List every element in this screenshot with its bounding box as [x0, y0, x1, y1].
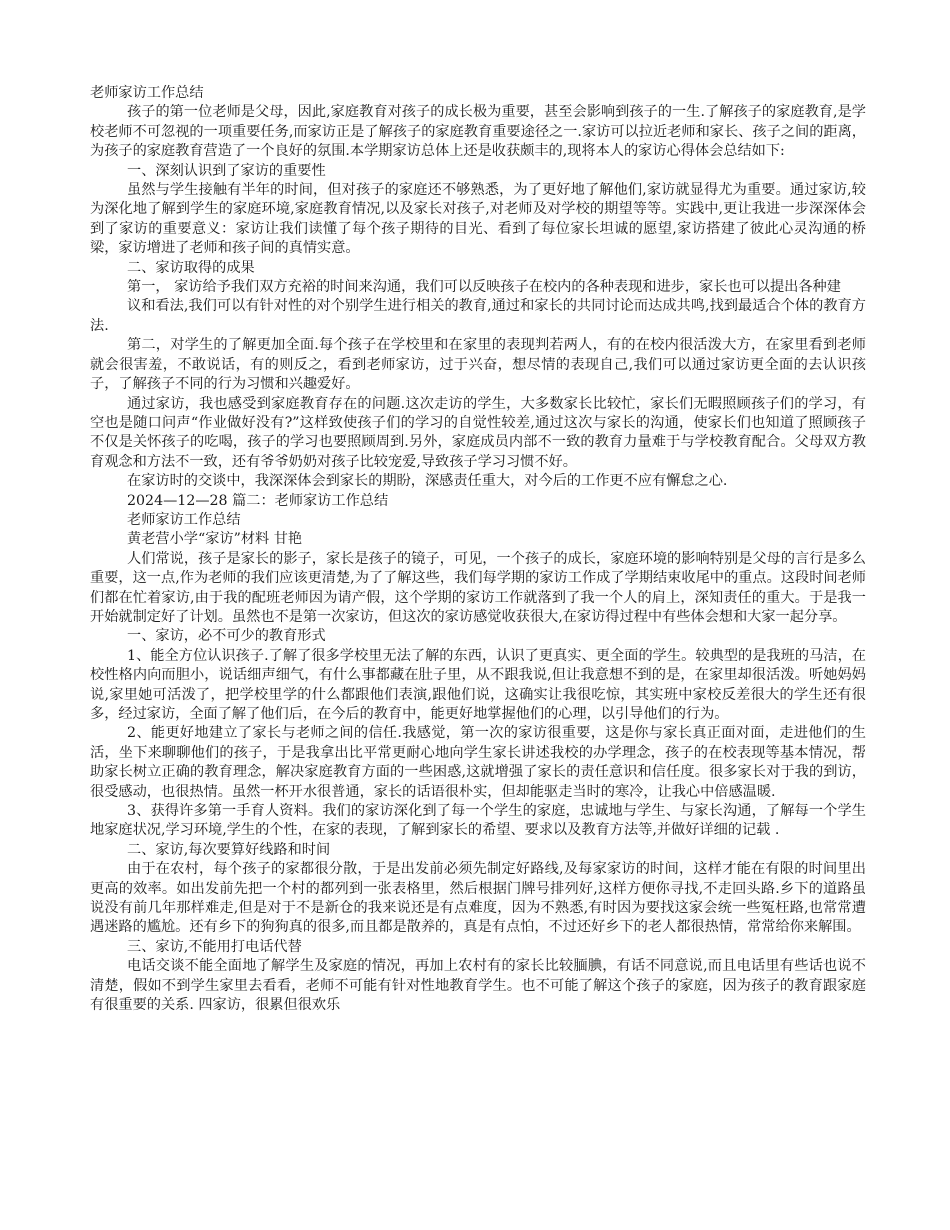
- paragraph: 通过家访，我也感受到家庭教育存在的问题.这次走访的学生，大多数家长比较忙，家长们无暇照顾孩子们的学习，有空也是随口问声“作业做好没有?”这样致使孩子们的学习的自觉性较差,通过这次与家长的沟通，使家长们也知道了照顾孩子不仅是关怀孩子的吃喝，孩子的学习也要照顾周到.另外，家庭成员内部不一致的教育力量难于与学校教育配合。父母双方教育观念和方法不一致，还有爷爷奶奶对孩子比较宠爱,导致孩子学习习惯不好。: [90, 395, 866, 470]
- subtitle: 老师家访工作总结: [127, 511, 241, 528]
- section-heading: 一、家访，必不可少的教育形式: [127, 628, 326, 645]
- paragraph: 孩子的第一位老师是父母，因此,家庭教育对孩子的成长极为重要，甚至会影响到孩子的一生.了解孩子的家庭教育,是学校老师不可忽视的一项重要任务,而家访正是了解孩子的家庭教育重要途径之一.家访可以拉近老师和家长、孩子之间的距离，为孩子的家庭教育营造了一个良好的氛围.本学期家访总体上还是收获颇丰的,现将本人的家访心得体会总结如下:: [90, 104, 866, 160]
- author-line: 黄老营小学“家访”材料 甘艳: [127, 531, 303, 548]
- paragraph: 人们常说，孩子是家长的影子，家长是孩子的镜子，可见，一个孩子的成长，家庭环境的影响特别是父母的言行是多么重要，这一点,作为老师的我们应该更清楚,为了了解这些，我们每学期的家访工作成了学期结束收尾中的重点。这段时间老师们都在忙着家访,由于我的配班老师因为请产假，这个学期的家访工作就落到了我一个人的肩上，深知责任的重大。于是我一开始就制定好了计划。虽然也不是第一次家访，但这次的家访感觉收获很大,在家访得过程中有些体会想和大家一起分享。: [90, 550, 866, 625]
- paragraph: 2、能更好地建立了家长与老师之间的信任.我感觉，第一次的家访很重要，这是你与家长真正面对面，走进他们的生活，坐下来聊聊他们的孩子，于是我拿出比平常更耐心地向学生家长讲述我校的办学理念，孩子的在校表现等基本情况，帮助家长树立正确的教育理念，解决家庭教育方面的一些困惑,这就增强了家长的责任意识和信任度。很多家长对于我的到访，很受感动，也很热情。虽然一杯开水很普通，家长的话语很朴实，但却能驱走当时的寒冷，让我心中倍感温暖.: [90, 725, 866, 800]
- paragraph: 议和看法,我们可以有针对性的对个别学生进行相关的教育,通过和家长的共同讨论而达成共鸣,找到最适合个体的教育方法.: [90, 298, 866, 334]
- paragraph: 虽然与学生接触有半年的时间，但对孩子的家庭还不够熟悉，为了更好地了解他们,家访就显得尤为重要。通过家访,较为深化地了解到学生的家庭环境,家庭教育情况,以及家长对孩子,对老师及对学校的期望等等。实践中,更让我进一步深深体会到了家访的重要意义：家访让我们读懂了每个孩子期待的目光、看到了每位家长坦诚的愿望,家访搭建了彼此心灵沟通的桥梁，家访增进了老师和孩子间的真情实意。: [90, 182, 866, 257]
- section-heading: 二、家访,每次要算好线路和时间: [127, 841, 331, 858]
- section-heading: 一、深刻认识到了家访的重要性: [127, 162, 326, 179]
- section-heading: 三、家访,不能用打电话代替: [127, 938, 302, 955]
- date-line: 2024—12—28 篇二：老师家访工作总结: [127, 492, 389, 509]
- paragraph: 3、获得许多第一手育人资料。我们的家访深化到了每一个学生的家庭，忠诚地与学生、与家长沟通，了解每一个学生地家庭状况,学习环境,学生的个性，在家的表现，了解到家长的希望、要求以及教育方法等,并做好详细的记载 .: [90, 803, 866, 839]
- document-title: 老师家访工作总结: [90, 85, 204, 101]
- document-body: [90, 84, 866, 1016]
- paragraph: 第一， 家访给予我们双方充裕的时间来沟通，我们可以反映孩子在校内的各种表现和进步，家长也可以提出各种建: [127, 279, 841, 296]
- paragraph: 第二，对学生的了解更加全面.每个孩子在学校里和在家里的表现判若两人，有的在校内很活泼大方，在家里看到老师就会很害羞，不敢说话，有的则反之，看到老师家访，过于兴奋，想尽情的表现自己,我们可以通过家访更全面的去认识孩子，了解孩子不同的行为习惯和兴趣爱好。: [90, 337, 866, 393]
- section-heading: 二、家访取得的成果: [127, 259, 255, 276]
- paragraph: 电话交谈不能全面地了解学生及家庭的情况，再加上农村有的家长比较腼腆，有话不同意说,而且电话里有些话也说不清楚，假如不到学生家里去看看，老师不可能有针对性地教育学生。也不可能了解这个孩子的家庭，因为孩子的教育跟家庭有很重要的关系. 四家访，很累但很欢乐: [90, 958, 866, 1014]
- paragraph: 1、能全方位认识孩子.了解了很多学校里无法了解的东西，认识了更真实、更全面的学生。较典型的是我班的马洁，在校性格内向而胆小，说话细声细气，有什么事都藏在肚子里，从不跟我说,但让我意想不到的是，在家里却很活泼。听她妈妈说,家里她可活泼了，把学校里学的什么都跟他们表演,跟他们说，这确实让我很吃惊，其实班中家校反差很大的学生还有很多，经过家访，全面了解了他们后，在今后的教育中，能更好地掌握他们的心理，以引导他们的行为。: [90, 647, 866, 722]
- paragraph: 在家访时的交谈中，我深深体会到家长的期盼，深感责任重大，对今后的工作更不应有懈怠之心.: [127, 473, 728, 490]
- paragraph: 由于在农村，每个孩子的家都很分散，于是出发前必须先制定好路线,及每家家访的时间，这样才能在有限的时间里出更高的效率。如出发前先把一个村的都列到一张表格里，然后根据门牌号排列好,这样方便你寻找,不走回头路.乡下的道路虽说没有前几年那样难走,但是对于不是新仓的我来说还是有点难度，因为不熟悉,有时因为要找这家会统一些冤枉路,也常常遭遇迷路的尴尬。还有乡下的狗狗真的很多,而且都是散养的，真是有点怕，不过还好乡下的老人都很热情，常常给你来解围。: [90, 861, 866, 936]
